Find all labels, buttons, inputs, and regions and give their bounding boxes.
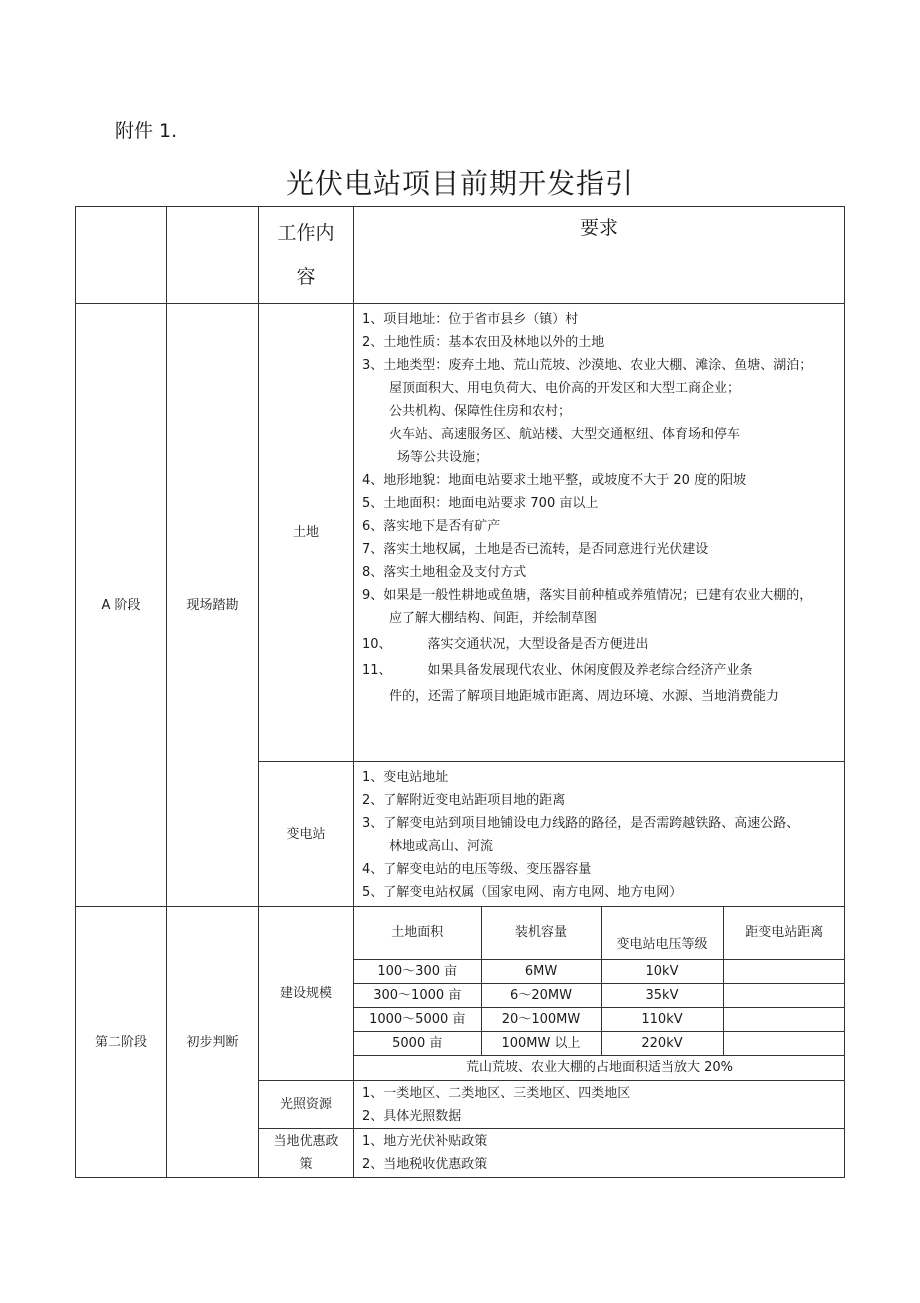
table-cell: 220kV [601, 1032, 723, 1056]
substation-item: 2、了解附近变电站距项目地的距离 [362, 793, 566, 808]
land-item: 7、落实土地权属，土地是否已流转，是否同意进行光伏建设 [362, 542, 709, 557]
land-item: 件的，还需了解项目地距城市距离、周边环境、水源、当地消费能力 [389, 689, 780, 704]
policy-requirements [354, 1129, 845, 1178]
scale-cell [354, 907, 845, 1081]
substation-item: 林地或高山、河流 [389, 839, 494, 854]
table-cell: 1000～5000 亩 [354, 1008, 481, 1032]
land-item: 2、土地性质：基本农田及林地以外的土地 [362, 335, 605, 350]
solar-requirements [354, 1081, 845, 1129]
table-cell: 20～100MW [481, 1008, 601, 1032]
scale-note: 荒山荒坡、农业大棚的占地面积适当放大 20% [354, 1056, 845, 1080]
substation-requirements [354, 762, 845, 907]
table-cell: 300～1000 亩 [354, 984, 481, 1008]
land-label: 土地 [259, 304, 354, 762]
table-cell: 5000 亩 [354, 1032, 481, 1056]
land-item: 1、项目地址：位于省市县乡（镇）村 [362, 312, 579, 327]
land-item-number: 11、 [362, 663, 392, 678]
table-cell: 35kV [601, 984, 723, 1008]
substation-label: 变电站 [259, 762, 354, 907]
policy-item: 2、当地税收优惠政策 [362, 1157, 488, 1172]
stage-2-label: 第二阶段 [76, 907, 167, 1178]
land-item: 5、土地面积：地面电站要求 700 亩以上 [362, 496, 599, 511]
header-requirements: 要求 [354, 207, 845, 304]
scale-col-voltage: 变电站电压等级 [601, 907, 723, 960]
land-item-text: 落实交通状况，大型设备是否方便进出 [427, 637, 649, 652]
substation-item: 1、变电站地址 [362, 770, 449, 785]
substation-item: 5、了解变电站权属（国家电网、南方电网、地方电网） [362, 885, 683, 900]
scale-header-row [354, 907, 845, 960]
table-cell: 100～300 亩 [354, 960, 481, 984]
land-item: 6、落实地下是否有矿产 [362, 519, 501, 534]
land-row [76, 304, 845, 762]
scale-table [354, 907, 845, 1079]
table-row [354, 1008, 845, 1032]
land-item-number: 10、 [362, 637, 392, 652]
header-work-content [259, 207, 354, 304]
policy-item: 1、地方光伏补贴政策 [362, 1134, 488, 1149]
scale-col-land-area: 土地面积 [354, 907, 481, 960]
land-item: 应了解大棚结构、间距，并绘制草图 [389, 611, 598, 626]
land-item: 8、落实土地租金及支付方式 [362, 565, 527, 580]
table-cell: 110kV [601, 1008, 723, 1032]
table-cell: 6MW [481, 960, 601, 984]
land-item: 屋顶面积大、用电负荷大、电价高的开发区和大型工商企业； [389, 381, 741, 396]
solar-item: 1、一类地区、二类地区、三类地区、四类地区 [362, 1086, 631, 1101]
header-work-content-line1: 工作内 [277, 222, 335, 244]
table-cell [723, 1008, 845, 1032]
land-item: 公共机构、保障性住房和农村； [389, 404, 572, 419]
table-cell [723, 984, 845, 1008]
land-item: 4、地形地貌：地面电站要求土地平整，或坡度不大于 20 度的阳坡 [362, 473, 747, 488]
substation-item: 4、了解变电站的电压等级、变压器容量 [362, 862, 592, 877]
attachment-label: 附件 1. [115, 120, 178, 142]
land-item-text: 如果具备发展现代农业、休闲度假及养老综合经济产业条 [427, 663, 753, 678]
land-item [362, 659, 844, 682]
table-cell [723, 1032, 845, 1056]
table-row [354, 984, 845, 1008]
scale-col-capacity: 装机容量 [481, 907, 601, 960]
stage-a-label: A 阶段 [76, 304, 167, 907]
solar-label: 光照资源 [259, 1081, 354, 1129]
table-row [354, 960, 845, 984]
scale-label: 建设规模 [259, 907, 354, 1081]
scale-col-distance: 距变电站距离 [723, 907, 845, 960]
policy-label [259, 1129, 354, 1178]
land-requirements [354, 304, 845, 762]
preliminary-judgment-label: 初步判断 [167, 907, 259, 1178]
policy-label-line2: 策 [299, 1157, 313, 1172]
land-item: 火车站、高速服务区、航站楼、大型交通枢纽、体育场和停车 [389, 427, 741, 442]
table-row [354, 1032, 845, 1056]
scale-row [76, 907, 845, 1081]
land-item [362, 633, 844, 656]
header-work-content-line2: 容 [296, 266, 316, 288]
scale-note-row [354, 1056, 845, 1080]
header-row [76, 207, 845, 304]
table-cell: 10kV [601, 960, 723, 984]
document-title: 光伏电站项目前期开发指引 [285, 167, 634, 200]
header-step-cell [167, 207, 259, 304]
table-cell: 6～20MW [481, 984, 601, 1008]
solar-item: 2、具体光照数据 [362, 1109, 462, 1124]
substation-item: 3、了解变电站到项目地铺设电力线路的路径，是否需跨越铁路、高速公路、 [362, 816, 800, 831]
header-stage-cell [76, 207, 167, 304]
guide-table [75, 206, 845, 1178]
policy-label-line1: 当地优惠政 [273, 1134, 339, 1149]
land-item: 3、土地类型：废弃土地、荒山荒坡、沙漠地、农业大棚、滩涂、鱼塘、湖泊； [362, 358, 813, 373]
land-item: 场等公共设施； [397, 450, 489, 465]
land-item: 9、如果是一般性耕地或鱼塘，落实目前种植或养殖情况；已建有农业大棚的， [362, 588, 813, 603]
table-cell: 100MW 以上 [481, 1032, 601, 1056]
site-survey-label: 现场踏勘 [167, 304, 259, 907]
table-cell [723, 960, 845, 984]
